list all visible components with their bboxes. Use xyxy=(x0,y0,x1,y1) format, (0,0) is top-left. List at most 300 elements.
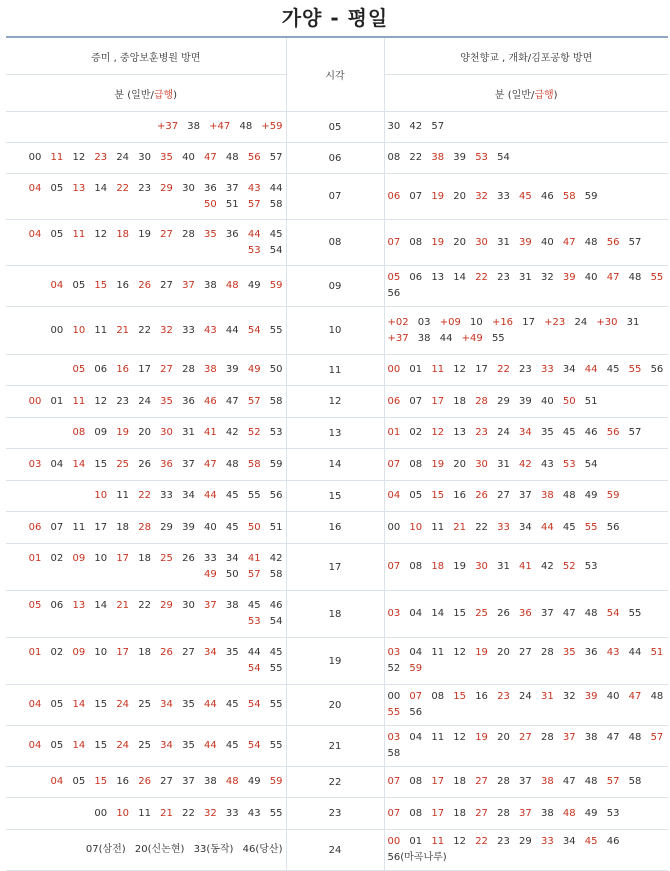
hour-cell: 20 xyxy=(286,685,384,726)
express-departure-minute: 04 xyxy=(387,490,401,501)
express-departure-minute: 44 xyxy=(204,490,217,501)
departure-minute: 24 xyxy=(519,691,532,702)
departure-minute: 00 xyxy=(50,324,64,336)
express-departure-minute: 07 xyxy=(387,458,401,470)
right-minutes-cell xyxy=(384,112,668,143)
hour-cell: 08 xyxy=(286,220,384,266)
express-departure-minute: 16 xyxy=(116,364,130,375)
departure-minute: 16 xyxy=(475,691,488,702)
departure-minute: 45 xyxy=(225,740,239,751)
departure-minute: 44 xyxy=(225,324,239,336)
departure-minute: 18 xyxy=(116,521,130,533)
right-minutes-cell xyxy=(384,143,668,174)
departure-minute: 08 xyxy=(409,458,423,470)
departure-minute: 11 xyxy=(94,324,108,336)
express-departure-minute: 37 xyxy=(204,600,217,611)
departure-minute: 38 xyxy=(584,732,598,743)
express-departure-minute: 11 xyxy=(72,228,86,240)
departure-minute: 37 xyxy=(182,458,195,470)
express-departure-minute: 07 xyxy=(387,561,401,572)
express-departure-minute: 52 xyxy=(562,561,576,572)
express-departure-minute: 24 xyxy=(116,699,130,710)
departure-minute: 38 xyxy=(540,807,554,819)
express-departure-minute: 03 xyxy=(387,732,401,743)
departure-minute: 45 xyxy=(225,699,239,710)
express-departure-minute: 49 xyxy=(204,569,217,580)
left-minutes-cell xyxy=(6,798,286,830)
departure-minute: 57 xyxy=(269,152,283,163)
express-departure-minute: 10 xyxy=(409,521,423,533)
express-departure-minute: 37 xyxy=(562,732,576,743)
departure-minute: 39 xyxy=(225,364,239,375)
departure-minute: 28 xyxy=(182,228,195,240)
express-departure-minute: 57 xyxy=(247,198,261,210)
hour-cell: 10 xyxy=(286,307,384,355)
departure-minute: 11 xyxy=(431,732,445,743)
express-departure-minute: 25 xyxy=(116,458,130,470)
right-direction-header: 양천향교 , 개화/김포공항 방면 xyxy=(384,37,668,75)
departure-minute: 45 xyxy=(269,647,283,658)
departure-minute: 11 xyxy=(431,521,445,533)
table-row xyxy=(6,418,668,449)
departure-minute: 36 xyxy=(182,395,195,407)
departure-minute: 48 xyxy=(628,272,642,283)
express-departure-minute: 15 xyxy=(453,691,466,702)
express-departure-minute: 44 xyxy=(584,364,598,375)
left-direction-header: 증미 , 중앙보훈병원 방면 xyxy=(6,37,286,75)
express-departure-minute: 27 xyxy=(475,807,488,819)
express-departure-minute: 14 xyxy=(72,740,86,751)
express-departure-minute: 00 xyxy=(28,395,42,407)
express-departure-minute: 50 xyxy=(204,198,217,210)
timetable xyxy=(6,36,668,871)
hour-cell: 07 xyxy=(286,174,384,220)
departure-minute: 20 xyxy=(453,236,466,248)
departure-minute: 22 xyxy=(182,807,195,819)
express-departure-minute: 35 xyxy=(562,647,576,658)
departure-minute: 56 xyxy=(387,288,401,299)
departure-minute: 18 xyxy=(453,395,466,407)
departure-minute: 19 xyxy=(453,561,466,572)
express-departure-minute: 48 xyxy=(225,776,239,787)
left-minutes-cell xyxy=(6,544,286,591)
right-minutes-cell xyxy=(384,544,668,591)
departure-minute: 59 xyxy=(584,190,598,202)
departure-minute: 18 xyxy=(453,776,466,787)
departure-minute: 55 xyxy=(269,663,283,674)
departure-minute: 47 xyxy=(562,776,576,787)
right-minutes-cell xyxy=(384,307,668,355)
departure-minute: 30 xyxy=(182,182,195,194)
departure-minute: 28 xyxy=(497,807,510,819)
departure-minute: 49 xyxy=(584,490,598,501)
departure-minute: 16 xyxy=(116,776,130,787)
departure-minute: 05 xyxy=(72,280,86,291)
table-row xyxy=(6,512,668,544)
left-minutes-cell xyxy=(6,481,286,512)
minute-label-suffix: ) xyxy=(173,89,178,101)
express-departure-minute: 21 xyxy=(453,521,466,533)
departure-minute: 29 xyxy=(160,521,173,533)
departure-minute: 08 xyxy=(409,807,423,819)
departure-minute: 12 xyxy=(72,152,86,163)
hour-cell: 18 xyxy=(286,591,384,638)
departure-minute: 11 xyxy=(138,807,151,819)
departure-minute: 08 xyxy=(431,691,445,702)
express-departure-minute: 43 xyxy=(204,324,217,336)
express-departure-minute: 33 xyxy=(540,364,554,375)
departure-minute: 26 xyxy=(497,608,510,619)
express-departure-minute: +37 xyxy=(387,332,409,344)
departure-minute: 04 xyxy=(409,608,423,619)
express-departure-minute: 00 xyxy=(387,836,401,847)
hour-cell: 17 xyxy=(286,544,384,591)
departure-minute: 05 xyxy=(50,699,64,710)
express-departure-minute: 07 xyxy=(387,236,401,248)
departure-minute: 36 xyxy=(584,647,598,658)
departure-minute: 01 xyxy=(50,395,64,407)
departure-minute: 05 xyxy=(72,776,86,787)
departure-minute: 20(신논현) xyxy=(134,844,185,855)
express-departure-minute: 55 xyxy=(628,364,642,375)
departure-minute: 27 xyxy=(497,490,510,501)
departure-minute: 39 xyxy=(453,152,466,163)
departure-minute: 33 xyxy=(497,190,510,202)
page-title: 가양 - 평일 xyxy=(281,6,389,30)
departure-minute: 27 xyxy=(160,280,173,291)
right-minutes-cell xyxy=(384,830,668,871)
express-departure-minute: 15 xyxy=(94,280,108,291)
departure-minute: 09 xyxy=(94,427,108,438)
departure-minute: 45 xyxy=(225,521,239,533)
express-departure-minute: 31 xyxy=(540,691,554,702)
hour-cell: 12 xyxy=(286,386,384,418)
departure-minute: 46 xyxy=(269,600,283,611)
departure-minute: 45 xyxy=(225,490,239,501)
express-departure-minute: 05 xyxy=(28,600,42,611)
departure-minute: 37 xyxy=(519,776,532,787)
departure-minute: 07 xyxy=(50,521,64,533)
express-departure-minute: 22 xyxy=(497,364,510,375)
express-departure-minute: 48 xyxy=(225,280,239,291)
left-minutes-cell xyxy=(6,685,286,726)
left-minutes-cell xyxy=(6,449,286,481)
departure-minute: 13 xyxy=(453,427,466,438)
departure-minute: 00 xyxy=(28,152,42,163)
express-departure-minute: 55 xyxy=(387,707,401,718)
express-departure-minute: 38 xyxy=(540,490,554,501)
departure-minute: 36 xyxy=(204,182,217,194)
hour-cell: 23 xyxy=(286,798,384,830)
departure-minute: 56 xyxy=(409,707,423,718)
right-minutes-cell xyxy=(384,418,668,449)
minute-label-express: 급행 xyxy=(153,89,174,101)
departure-minute: 46 xyxy=(584,427,598,438)
express-departure-minute: 56 xyxy=(606,236,620,248)
departure-minute: 29 xyxy=(519,836,532,847)
express-departure-minute: 04 xyxy=(50,280,64,291)
express-departure-minute: 09 xyxy=(72,647,86,658)
departure-minute: 12 xyxy=(453,647,466,658)
right-minutes-cell xyxy=(384,767,668,798)
table-row xyxy=(6,591,668,638)
departure-minute: 33(동작) xyxy=(193,844,234,855)
departure-minute: 11 xyxy=(72,521,86,533)
departure-minute: 24 xyxy=(574,316,588,328)
minute-label-prefix: 분 (일반/ xyxy=(114,89,154,101)
departure-minute: 45 xyxy=(562,521,576,533)
express-departure-minute: 56 xyxy=(606,427,620,438)
express-departure-minute: 03 xyxy=(387,647,401,658)
express-departure-minute: 53 xyxy=(247,244,261,256)
departure-minute: 35 xyxy=(182,699,195,710)
express-departure-minute: 51 xyxy=(650,647,664,658)
departure-minute: 48 xyxy=(584,236,598,248)
departure-minute: 18 xyxy=(453,807,466,819)
table-row xyxy=(6,638,668,685)
departure-minute: 45 xyxy=(606,364,620,375)
departure-minute: 53 xyxy=(269,427,283,438)
departure-minute: 48 xyxy=(225,152,239,163)
departure-minute: 34 xyxy=(562,836,576,847)
departure-minute: 49 xyxy=(247,776,261,787)
express-departure-minute: 12 xyxy=(431,427,445,438)
express-departure-minute: 33 xyxy=(497,521,510,533)
departure-minute: 35 xyxy=(225,647,239,658)
departure-minute: 15 xyxy=(94,740,108,751)
express-departure-minute: 03 xyxy=(28,458,42,470)
express-departure-minute: 44 xyxy=(247,228,261,240)
right-minutes-cell xyxy=(384,638,668,685)
departure-minute: 44 xyxy=(269,182,283,194)
departure-minute: 45 xyxy=(562,427,576,438)
departure-minute: 38 xyxy=(417,332,431,344)
right-minutes-cell xyxy=(384,449,668,481)
left-minutes-cell xyxy=(6,307,286,355)
express-departure-minute: 54 xyxy=(606,608,620,619)
departure-minute: 25 xyxy=(138,699,151,710)
departure-minute: 44 xyxy=(439,332,453,344)
express-departure-minute: 47 xyxy=(204,152,217,163)
left-minutes-cell xyxy=(6,830,286,871)
express-departure-minute: 14 xyxy=(72,699,86,710)
hour-cell: 11 xyxy=(286,355,384,386)
departure-minute: 46 xyxy=(606,836,620,847)
express-departure-minute: 21 xyxy=(116,600,130,611)
express-departure-minute: 21 xyxy=(160,807,173,819)
express-departure-minute: 13 xyxy=(72,600,86,611)
left-minutes-cell xyxy=(6,220,286,266)
departure-minute: 34 xyxy=(225,553,239,564)
departure-minute: 17 xyxy=(94,521,108,533)
departure-minute: 56 xyxy=(650,364,664,375)
departure-minute: 57 xyxy=(628,236,642,248)
departure-minute: 24 xyxy=(497,427,510,438)
express-departure-minute: 58 xyxy=(247,458,261,470)
right-minutes-cell xyxy=(384,726,668,767)
left-minutes-cell xyxy=(6,591,286,638)
express-departure-minute: 18 xyxy=(431,561,445,572)
left-minutes-cell xyxy=(6,355,286,386)
departure-minute: 28 xyxy=(540,732,554,743)
departure-minute: 12 xyxy=(94,395,108,407)
departure-minute: 37 xyxy=(540,608,554,619)
departure-minute: 14 xyxy=(431,608,445,619)
departure-minute: 38 xyxy=(225,600,239,611)
departure-minute: 34 xyxy=(182,490,195,501)
express-departure-minute: 34 xyxy=(519,427,532,438)
departure-minute: 07 xyxy=(409,395,423,407)
right-minutes-cell xyxy=(384,591,668,638)
express-departure-minute: 00 xyxy=(387,364,401,375)
express-departure-minute: 37 xyxy=(519,807,532,819)
hour-cell: 14 xyxy=(286,449,384,481)
hour-cell: 19 xyxy=(286,638,384,685)
express-departure-minute: 15 xyxy=(431,490,445,501)
departure-minute: 24 xyxy=(116,152,130,163)
express-departure-minute: 35 xyxy=(160,152,173,163)
express-departure-minute: 36 xyxy=(160,458,173,470)
express-departure-minute: 41 xyxy=(247,553,261,564)
departure-minute: 40 xyxy=(584,272,598,283)
departure-minute: 48 xyxy=(584,776,598,787)
hour-cell: 24 xyxy=(286,830,384,871)
express-departure-minute: 49 xyxy=(247,364,261,375)
express-departure-minute: 38 xyxy=(540,776,554,787)
departure-minute: 34 xyxy=(519,521,532,533)
departure-minute: 48 xyxy=(225,458,239,470)
express-departure-minute: 04 xyxy=(28,228,42,240)
departure-minute: 27 xyxy=(182,647,195,658)
departure-minute: 28 xyxy=(540,647,554,658)
departure-minute: 25 xyxy=(138,740,151,751)
express-departure-minute: 26 xyxy=(160,647,173,658)
departure-minute: 10 xyxy=(470,316,483,328)
departure-minute: 04 xyxy=(409,647,423,658)
express-departure-minute: 37 xyxy=(182,280,195,291)
departure-minute: 39 xyxy=(182,521,195,533)
departure-minute: 01 xyxy=(409,836,423,847)
departure-minute: 58 xyxy=(628,776,642,787)
express-departure-minute: 53 xyxy=(247,616,261,627)
express-departure-minute: 19 xyxy=(431,190,445,202)
departure-minute: 31 xyxy=(182,427,195,438)
express-departure-minute: 39 xyxy=(519,236,532,248)
express-departure-minute: 59 xyxy=(269,776,283,787)
express-departure-minute: 10 xyxy=(72,324,86,336)
departure-minute: 48 xyxy=(562,490,576,501)
left-minutes-cell xyxy=(6,112,286,143)
departure-minute: 56 xyxy=(269,490,283,501)
express-departure-minute: 17 xyxy=(431,395,445,407)
express-departure-minute: 10 xyxy=(94,490,108,501)
express-departure-minute: 17 xyxy=(116,647,130,658)
express-departure-minute: 27 xyxy=(519,732,532,743)
table-row xyxy=(6,307,668,355)
departure-minute: 53 xyxy=(606,807,620,819)
departure-minute: 28 xyxy=(182,364,195,375)
hour-cell: 21 xyxy=(286,726,384,767)
express-departure-minute: 17 xyxy=(431,776,445,787)
departure-minute: 24 xyxy=(138,395,151,407)
express-departure-minute: 47 xyxy=(562,236,576,248)
departure-minute: 42 xyxy=(225,427,239,438)
hour-cell: 05 xyxy=(286,112,384,143)
express-departure-minute: 33 xyxy=(540,836,554,847)
departure-minute: 07(삼전) xyxy=(85,844,126,855)
express-departure-minute: 01 xyxy=(387,427,401,438)
departure-minute: 18 xyxy=(138,647,151,658)
departure-minute: 55 xyxy=(628,608,642,619)
express-departure-minute: 23 xyxy=(94,152,108,163)
express-departure-minute: 19 xyxy=(431,236,445,248)
express-departure-minute: 19 xyxy=(475,732,488,743)
express-departure-minute: 04 xyxy=(50,776,64,787)
departure-minute: 16 xyxy=(453,490,466,501)
express-departure-minute: 57 xyxy=(247,569,261,580)
express-departure-minute: 57 xyxy=(650,732,664,743)
express-departure-minute: 45 xyxy=(519,190,532,202)
departure-minute: 17 xyxy=(475,364,488,375)
table-row xyxy=(6,481,668,512)
departure-minute: 47 xyxy=(562,608,576,619)
departure-minute: 27 xyxy=(160,776,173,787)
departure-minute: 02 xyxy=(50,647,64,658)
departure-minute: 08 xyxy=(409,236,423,248)
express-departure-minute: 25 xyxy=(475,608,488,619)
express-departure-minute: 41 xyxy=(204,427,217,438)
departure-minute: 12 xyxy=(453,364,466,375)
express-departure-minute: 54 xyxy=(247,699,261,710)
table-row xyxy=(6,449,668,481)
left-minutes-cell xyxy=(6,174,286,220)
express-departure-minute: 30 xyxy=(160,427,173,438)
express-departure-minute: 53 xyxy=(475,152,488,163)
express-departure-minute: 03 xyxy=(387,608,401,619)
express-departure-minute: 43 xyxy=(606,647,620,658)
hour-cell: 13 xyxy=(286,418,384,449)
departure-minute: 26 xyxy=(138,458,151,470)
table-row xyxy=(6,685,668,726)
express-departure-minute: 13 xyxy=(72,182,86,194)
express-departure-minute: 29 xyxy=(160,182,173,194)
express-departure-minute: 11 xyxy=(431,836,445,847)
departure-minute: 52 xyxy=(387,663,401,674)
departure-minute: 19 xyxy=(138,228,151,240)
express-departure-minute: 47 xyxy=(628,691,642,702)
express-departure-minute: 15 xyxy=(94,776,108,787)
departure-minute: 46(당산) xyxy=(242,844,283,855)
time-column-header: 시각 xyxy=(286,37,384,112)
express-departure-minute: 25 xyxy=(160,553,173,564)
departure-minute: 50 xyxy=(225,569,239,580)
departure-minute: 14 xyxy=(94,600,108,611)
right-minutes-cell xyxy=(384,685,668,726)
departure-minute: 44 xyxy=(628,647,642,658)
hour-cell: 09 xyxy=(286,266,384,307)
express-departure-minute: 07 xyxy=(387,776,401,787)
departure-minute: 12 xyxy=(453,836,466,847)
departure-minute: 16 xyxy=(116,280,130,291)
departure-minute: 38 xyxy=(187,121,200,132)
departure-minute: 43 xyxy=(540,458,554,470)
express-departure-minute: 56 xyxy=(247,152,261,163)
left-minutes-cell xyxy=(6,143,286,174)
express-departure-minute: 01 xyxy=(28,553,42,564)
express-departure-minute: 07 xyxy=(387,807,401,819)
departure-minute: 47 xyxy=(225,395,239,407)
express-departure-minute: 59 xyxy=(606,490,620,501)
